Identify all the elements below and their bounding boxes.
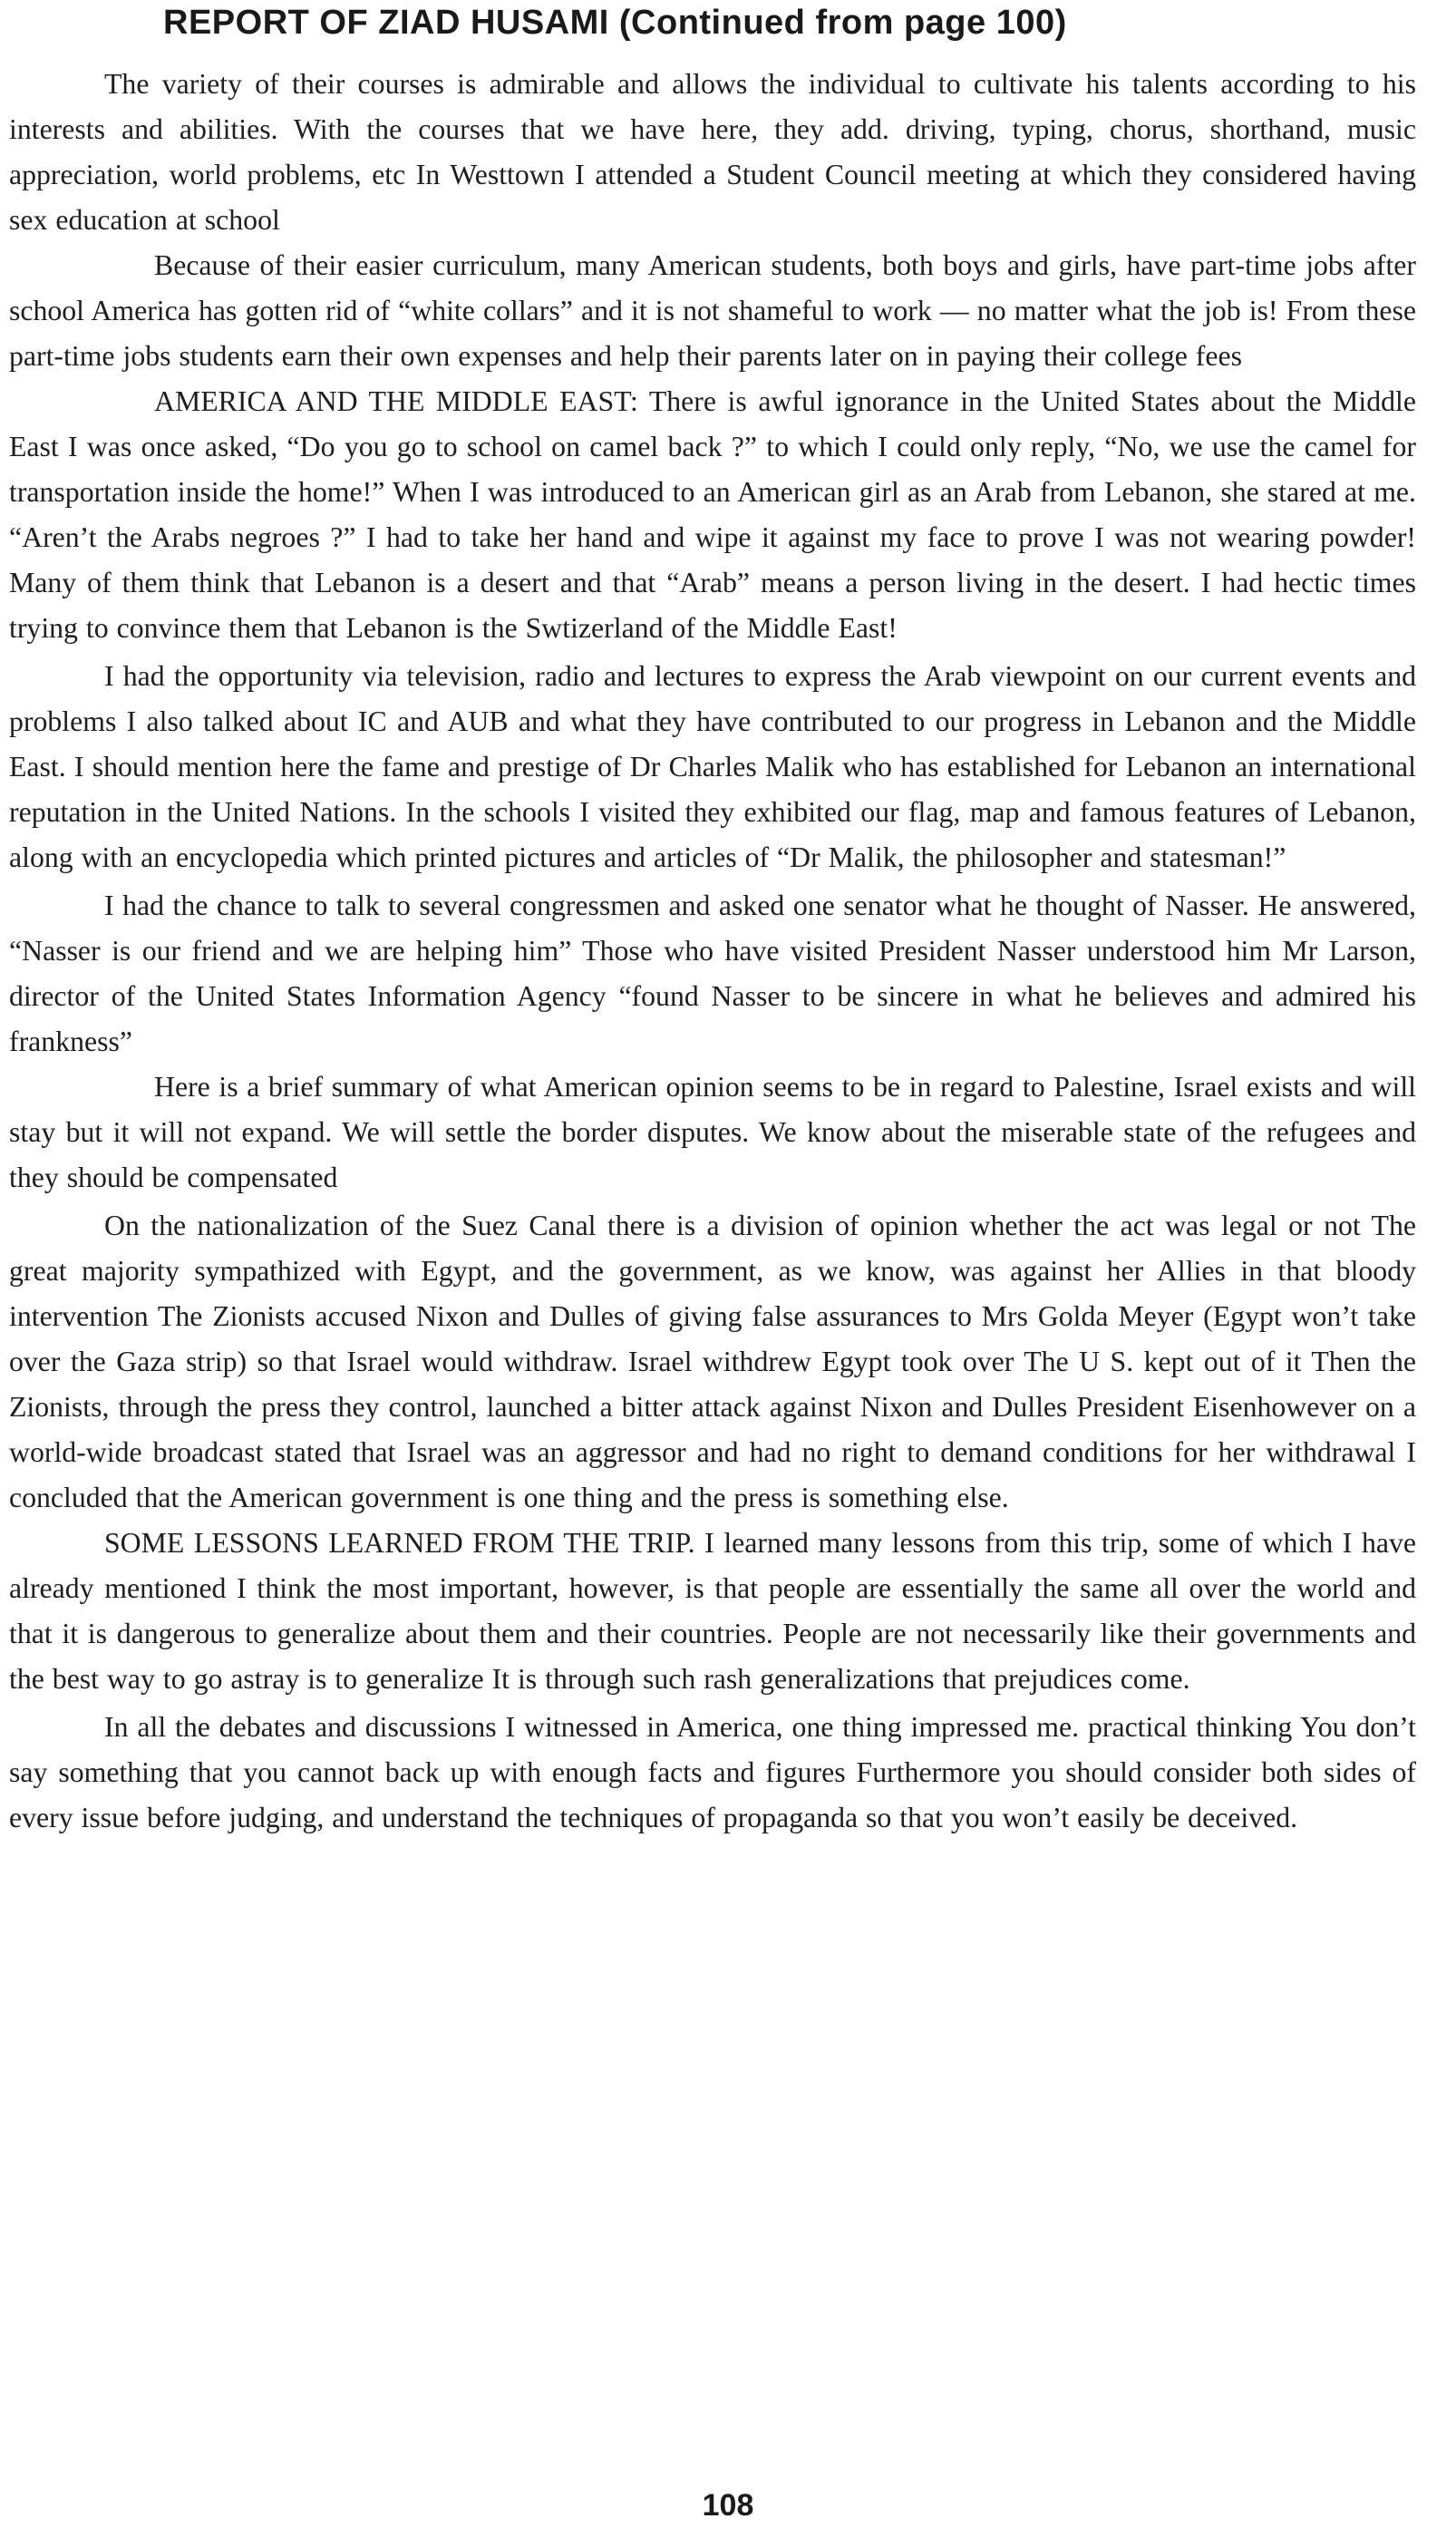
paragraph-course-variety: The variety of their courses is admirable and allows the individual to cultivate his talents according to his interests and abilities. With the courses that we have here, they add. driving, typing, chorus, shorthand, music appreciation, world problems, etc In Westtown I attended a Student Council meeting at which they considered having sex education at school — [9, 68, 1416, 236]
paragraph-suez-canal: On the nationalization of the Suez Canal there is a division of opinion whether the act was legal or not The great majority sympathized with Egypt, and the government, as we know, was against her Allies in that bloody intervention The Zionists accused Nixon and Dulles of giving false assurances to Mrs Golda Meyer (Egypt won’t take over the Gaza strip) so that Israel would withdraw. Israel withdrew Egypt took over The U S. kept out of it Then the Zionists, through the press they control, launched a bitter attack against Nixon and Dulles President Eisenhowever on a world-wide broadcast stated that Israel was an aggressor and had no right to demand conditions for her withdrawal I concluded that the American government is one thing and the press is something else. — [9, 1210, 1416, 1513]
article-body — [9, 62, 1416, 1841]
paragraph-palestine-opinion: Here is a brief summary of what American opinion seems to be in regard to Palestine, Israel exists and will stay but it will not expand. We will settle the border disputes. We know about the miserable state of the refugees and they should be compensated — [9, 1071, 1416, 1193]
paragraph-congressmen: I had the chance to talk to several congressmen and asked one senator what he thought of Nasser. He answered, “Nasser is our friend and we are helping him” Those who have visited President Nasser understood him Mr Larson, director of the United States Information Agency “found Nasser to be sincere in what he believes and admired his frankness” — [9, 890, 1416, 1057]
paragraph-debates: In all the debates and discussions I witnessed in America, one thing impressed me. practical thinking You don’t say something that you cannot back up with enough facts and figures Furthermore you should consider both sides of every issue before judging, and understand the techniques of propaganda so that you won’t easily be deceived. — [9, 1711, 1416, 1833]
paragraph-lessons-learned: SOME LESSONS LEARNED FROM THE TRIP. I learned many lessons from this trip, some of which I have already mentioned I think the most important, however, is that people are essentially the same all over the world and that it is dangerous to generalize about them and their countries. People are not necessarily like their governments and the best way to go astray is to generalize It is through such rash generalizations that prejudices come. — [9, 1527, 1416, 1695]
paragraph-part-time-jobs: Because of their easier curriculum, many American students, both boys and girls, have part-time jobs after school America has gotten rid of “white collars” and it is not shameful to work — no matter what the job is! From these part-time jobs students earn their own expenses and help their parents later on in paying their college fees — [9, 249, 1416, 372]
page-number: 108 — [702, 2488, 754, 2523]
paragraph-media-opportunity: I had the opportunity via television, radio and lectures to express the Arab viewpoint on our current events and problems I also talked about IC and AUB and what they have contributed to our progress in Lebanon and the Middle East. I should mention here the fame and prestige of Dr Charles Malik who has established for Lebanon an international reputation in the United Nations. In the schools I visited they exhibited our flag, map and famous features of Lebanon, along with an encyclopedia which printed pictures and articles of “Dr Malik, the philosopher and statesman!” — [9, 660, 1416, 873]
paragraph-america-middle-east: AMERICA AND THE MIDDLE EAST: There is awful ignorance in the United States about the Middle East I was once asked, “Do you go to school on camel back ?” to which I could only reply, “No, we use the camel for transportation inside the home!” When I was introduced to an American girl as an Arab from Lebanon, she stared at me. “Aren’t the Arabs negroes ?” I had to take her hand and wipe it against my face to prove I was not wearing powder! Many of them think that Lebanon is a desert and that “Arab” means a person living in the desert. I had hectic times trying to convince them that Lebanon is the Swtizerland of the Middle East! — [9, 385, 1416, 644]
article-title: REPORT OF ZIAD HUSAMI (Continued from page 100) — [163, 4, 1067, 42]
